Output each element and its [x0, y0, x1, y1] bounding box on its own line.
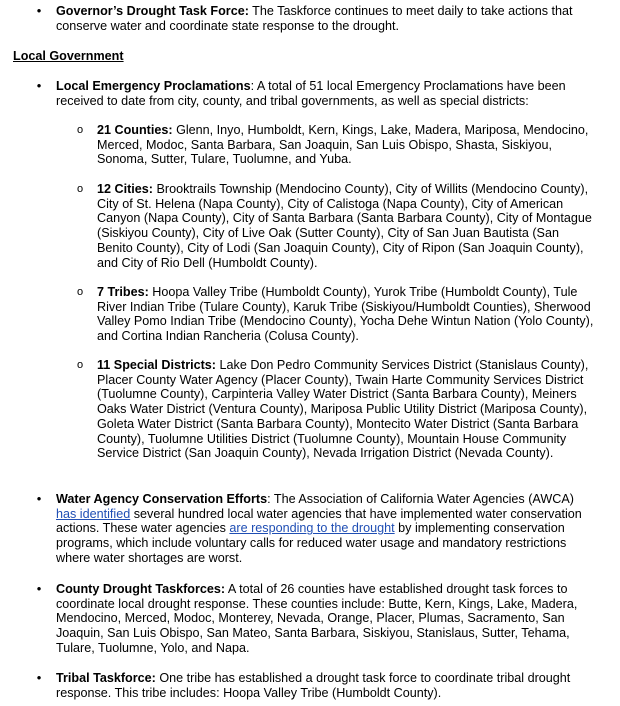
bullet: •: [36, 491, 42, 506]
sub-bullet: o: [76, 124, 84, 136]
governor-task-force-text: The Taskforce continues to meet daily to take actions that conserve water and coordinate state response to the drought.: [56, 4, 573, 33]
water-agency-text-2: several hundred local water agencies that have implemented water conservation actions. These water agencies: [56, 506, 582, 536]
county-drought-taskforces-text: A total of 26 counties have established drought task forces to coordinate local drought response. These counties include: Butte, Kern, Kings, Lake, Madera, Mendocino, Merced, Modoc, Monterey, Nevada, Orange, Placer, Plumas, Sacramento, San Joaquin, San Luis Obispo, San Mateo, Santa Barbara, Siskiyou, Stanislaus, Sutter, Tehama, Tulare, Tuolumne, Yolo, and Napa.: [56, 582, 578, 655]
governor-task-force-item: [36, 3, 596, 33]
proclamation-tribes-text: Hoopa Valley Tribe (Humboldt County), Yurok Tribe (Humboldt County), Tule River Indian Tribe (Tulare County), Karuk Tribe (Siskiyou/Humboldt Counties), Sherwood Valley Pomo Indian Tribe (Mendocino County), Yocha Dehe Wintun Nation (Yolo County), and Cortina Indian Rancheria (Colusa County).: [97, 285, 594, 344]
responding-to-drought-link[interactable]: are responding to the drought: [229, 521, 395, 536]
tribal-taskforce-item: [36, 670, 596, 700]
proclamation-special-districts-item: [76, 358, 597, 461]
proclamation-special-districts-text: Lake Don Pedro Community Services District (Stanislaus County), Placer County Water Agency (Placer County), Twain Harte Community Services District (Tuolumne County), Carpinteria Valley Water District (Santa Barbara County), Meiners Oaks Water District (Ventura County), Mariposa Public Utility District (Mariposa County), Goleta Water District (Santa Barbara County), Montecito Water District (Santa Barbara County), Tuolumne Utilities District (Tuolumne County), Mountain House Community Service District (San Joaquin County), Nevada Irrigation District (Nevada County).: [97, 358, 589, 461]
bullet: •: [36, 670, 42, 685]
sub-bullet: o: [76, 286, 84, 298]
local-emergency-proclamations-label: Local Emergency Proclamations: [56, 79, 251, 93]
tribal-taskforce-text: One tribe has established a drought task force to coordinate tribal drought response. This tribe includes: Hoopa Valley Tribe (Humboldt County).: [56, 671, 571, 700]
proclamation-counties-item: [76, 123, 597, 167]
water-agency-text-1: : The Association of California Water Agencies (AWCA): [267, 492, 574, 506]
local-emergency-proclamations-item: [36, 78, 596, 108]
county-drought-taskforces-label: County Drought Taskforces:: [56, 582, 226, 596]
governor-task-force-label: Governor’s Drought Task Force:: [56, 4, 249, 18]
proclamation-special-districts-label: 11 Special Districts:: [97, 358, 217, 372]
sub-bullet: o: [76, 359, 84, 371]
has-identified-link[interactable]: has identified: [56, 506, 131, 521]
proclamation-counties-label: 21 Counties:: [97, 123, 173, 137]
tribal-taskforce-label: Tribal Taskforce:: [56, 671, 156, 685]
local-government-heading: Local Government: [13, 49, 124, 63]
proclamation-tribes-label: 7 Tribes:: [97, 285, 149, 299]
bullet: •: [36, 78, 42, 93]
proclamation-cities-item: [76, 182, 597, 270]
proclamation-tribes-item: [76, 285, 597, 344]
proclamation-counties-text: Glenn, Inyo, Humboldt, Kern, Kings, Lake, Madera, Mariposa, Mendocino, Merced, Modoc, Santa Barbara, San Joaquin, San Luis Obispo, Shasta, Siskiyou, Sonoma, Sutter, Tulare, Tuolumne, and Yuba.: [97, 123, 589, 167]
water-agency-conservation-label: Water Agency Conservation Efforts: [56, 492, 268, 506]
bullet: •: [36, 3, 42, 18]
sub-bullet: o: [76, 183, 84, 195]
local-emergency-proclamations-text: : A total of 51 local Emergency Proclamations have been received to date from city, county, and tribal governments, as well as special districts:: [56, 79, 566, 108]
water-agency-text-3: by implementing conservation programs, which include voluntary calls for reduced water usage and mandatory restrictions where water shortages are worst.: [56, 521, 567, 565]
bullet: •: [36, 581, 42, 596]
water-agency-conservation-item: [36, 491, 596, 566]
proclamation-cities-label: 12 Cities:: [97, 182, 153, 196]
proclamation-cities-text: Brooktrails Township (Mendocino County), City of Willits (Mendocino County), City of St. Helena (Napa County), City of Calistoga (Napa County), City of American Canyon (Napa County), City of Santa Barbara (Santa Barbara County), City of Montague (Siskiyou County), City of Live Oak (Sutter County), City of San Juan Bautista (San Benito County), City of Lodi (San Joaquin County), City of Ripon (San Joaquin County), and City of Rio Dell (Humboldt County).: [97, 182, 592, 270]
county-drought-taskforces-item: [36, 581, 596, 656]
